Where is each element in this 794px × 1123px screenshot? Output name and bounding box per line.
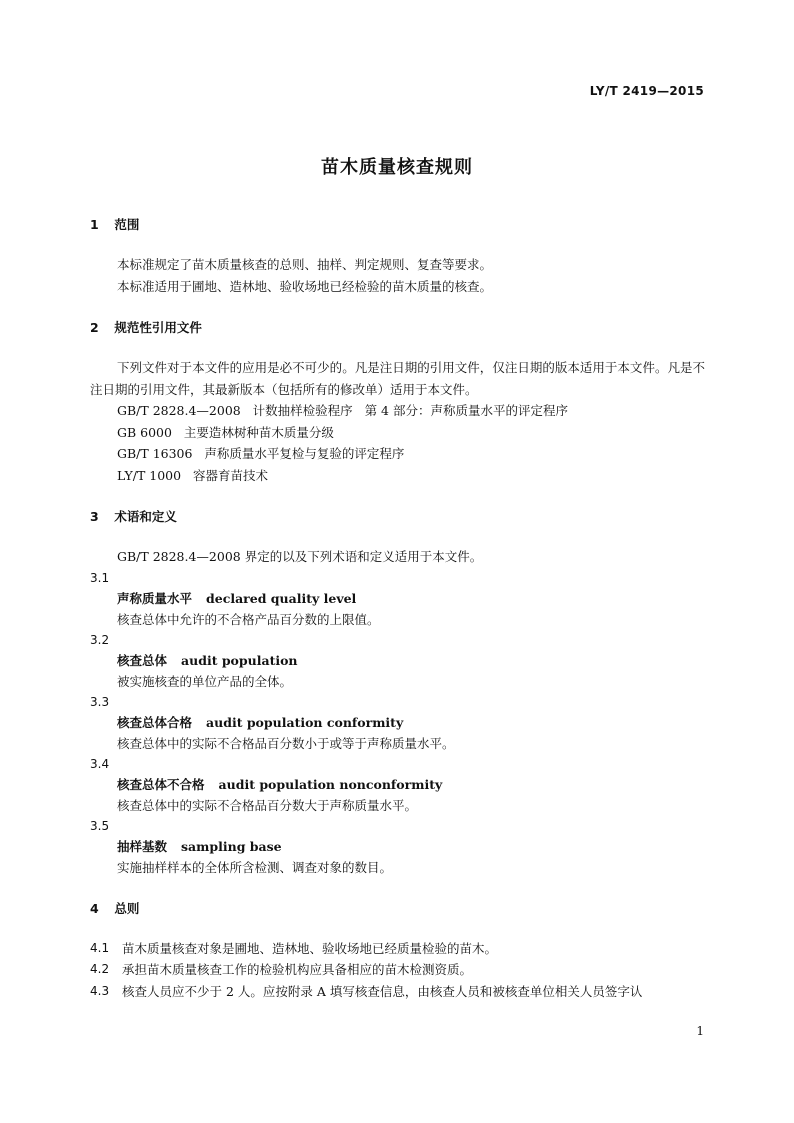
clause-number: 4.3 xyxy=(90,983,110,998)
paragraph: 下列文件对于本文件的应用是必不可少的。凡是注日期的引用文件，仅注日期的版本适用于本文件。凡是不注日期的引用文件，其最新版本（包括所有的修改单）适用于本文件。 xyxy=(90,360,705,397)
term-en: audit population xyxy=(181,652,298,668)
document-title: 苗木质量核查规则 xyxy=(321,157,473,178)
section-number: 4 xyxy=(90,900,99,916)
clause xyxy=(90,938,705,960)
reference-item: LY/T 1000 容器育苗技术 xyxy=(117,467,269,483)
paragraph: 本标准规定了苗木质量核查的总则、抽样、判定规则、复查等要求。 xyxy=(117,257,493,272)
term-definition: 被实施核查的单位产品的全体。 xyxy=(117,673,293,689)
term-en: audit population nonconformity xyxy=(218,776,443,792)
term-heading xyxy=(90,650,705,671)
page-number: 1 xyxy=(696,1024,704,1038)
term-definition: 实施抽样样本的全体所含检测、调查对象的数目。 xyxy=(117,859,393,875)
term-definition: 核查总体中允许的不合格产品百分数的上限值。 xyxy=(117,611,380,627)
clause-text: 承担苗木质量核查工作的检验机构应具备相应的苗木检测资质。 xyxy=(122,962,473,977)
term-number: 3.2 xyxy=(90,632,110,647)
term-zh: 核查总体 xyxy=(117,652,168,668)
clause-text: 苗木质量核查对象是圃地、造林地、验收场地已经质量检验的苗木。 xyxy=(122,940,498,956)
term-zh: 声称质量水平 xyxy=(117,590,193,606)
term-en: audit population conformity xyxy=(206,714,404,730)
section-number: 2 xyxy=(90,320,99,335)
term-heading xyxy=(90,774,705,795)
section-title: 范围 xyxy=(114,217,140,232)
term-heading xyxy=(90,712,705,733)
clause xyxy=(90,981,705,1003)
term-number: 3.5 xyxy=(90,818,110,833)
term-en: declared quality level xyxy=(206,590,357,606)
section-heading-4 xyxy=(90,898,705,920)
section-heading-3 xyxy=(90,506,705,528)
section-title: 总则 xyxy=(114,900,140,916)
term-en: sampling base xyxy=(181,838,282,854)
term-zh: 核查总体合格 xyxy=(117,714,193,730)
reference-item: GB/T 2828.4—2008 计数抽样检验程序 第 4 部分：声称质量水平的评定程序 xyxy=(117,403,568,418)
section-heading-2 xyxy=(90,317,705,339)
term-number: 3.4 xyxy=(90,756,110,771)
section-heading-1 xyxy=(90,214,705,236)
clause-number: 4.2 xyxy=(90,962,110,976)
term-definition: 核查总体中的实际不合格品百分数大于声称质量水平。 xyxy=(117,797,418,813)
term-zh: 核查总体不合格 xyxy=(117,776,205,792)
term-heading xyxy=(90,836,705,857)
standard-code: LY/T 2419—2015 xyxy=(589,84,704,98)
term-number: 3.1 xyxy=(90,570,110,585)
term-definition: 核查总体中的实际不合格品百分数小于或等于声称质量水平。 xyxy=(117,735,455,751)
clause xyxy=(90,959,705,981)
clause-text: 核查人员应不少于 2 人。应按附录 A 填写核查信息，由核查人员和被核查单位相关人员签字认 xyxy=(122,983,643,999)
term-number: 3.3 xyxy=(90,694,110,709)
section-title: 规范性引用文件 xyxy=(114,320,202,335)
reference-item: GB/T 16306 声称质量水平复检与复验的评定程序 xyxy=(117,446,405,461)
paragraph: GB/T 2828.4—2008 界定的以及下列术语和定义适用于本文件。 xyxy=(117,549,483,564)
paragraph: 本标准适用于圃地、造林地、验收场地已经检验的苗木质量的核查。 xyxy=(117,278,493,294)
document-body xyxy=(90,214,705,1002)
section-title: 术语和定义 xyxy=(114,509,177,524)
term-heading xyxy=(90,588,705,609)
term-zh: 抽样基数 xyxy=(117,838,168,854)
reference-item: GB 6000 主要造林树种苗木质量分级 xyxy=(117,424,334,440)
clause-number: 4.1 xyxy=(90,940,110,955)
section-number: 3 xyxy=(90,509,99,524)
section-number: 1 xyxy=(90,217,99,232)
